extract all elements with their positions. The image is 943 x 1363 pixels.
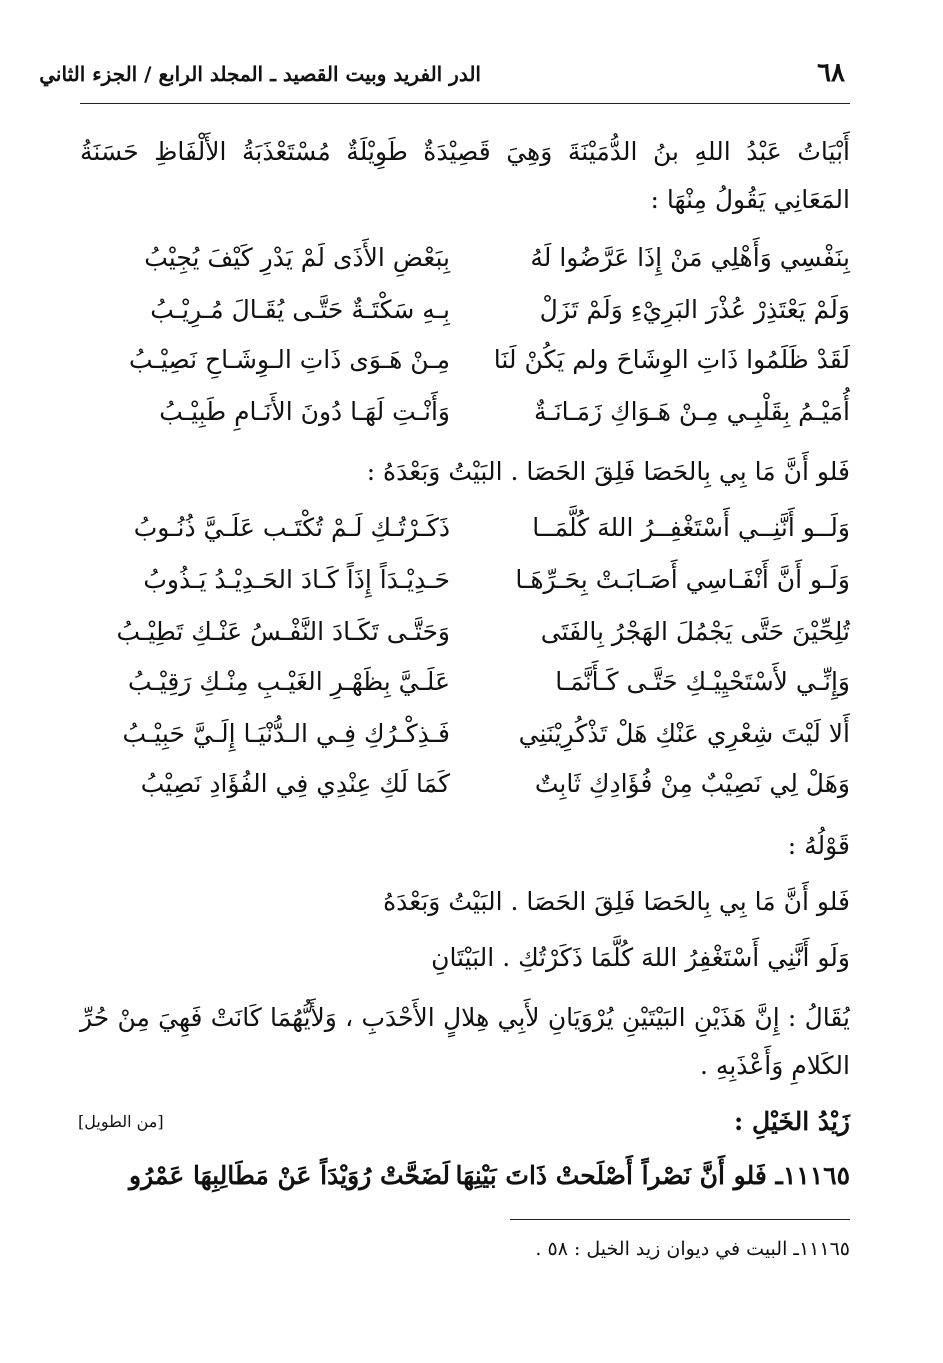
verse-b-3-left: وَحَتَّـى تَكَـادَ النَّفْـسُ عَنْـكِ تَطِيْـبُ xyxy=(116,617,450,646)
footnote: ١١١٦٥ـ البيت في ديوان زيد الخيل : ٥٨ . xyxy=(535,1238,850,1260)
verse-a-2-left: بِـهِ سَكْتَـةٌ حَتَّـى يُقَـالَ مُـرِيْـبُ xyxy=(150,295,450,324)
header-rule xyxy=(80,103,850,104)
numbered-verse-left: لَضَحَّتْ رُوَيْدَاً عَنْ مَطَالِبِهَا عَمْرُو xyxy=(129,1161,450,1190)
verse-b-3-right: تُلِحِّيْنَ حَتَّى يَجْمُلَ الهَجْرُ بِالفَتَى xyxy=(540,617,850,646)
verse-b-4-right: وَإِنِّـي لأَسْتَحْيِيْـكِ حَتَّـى كَـأَنَّمَـا xyxy=(555,667,850,696)
verse-b-6-left: كَمَا لَكِ عِنْدِي فِي الفُؤَادِ نَصِيْبُ xyxy=(140,769,450,798)
verse-b-5-right: أَلا لَيْتَ شِعْرِي عَنْكِ هَلْ تَذْكُرِيْنَنِي xyxy=(518,719,850,748)
verse-a-4-right: أُمَيْـمُ بِقَلْبِـي مِـنْ هَـوَاكِ زَمَـانَـةٌ xyxy=(533,397,850,426)
transition-line: فَلو أَنَّ مَا بِي بِالحَصَا فَلِقَ الحَصَا . البَيْتُ وَبَعْدَهُ : xyxy=(366,457,850,486)
meter-label: [من الطويل] xyxy=(78,1112,164,1131)
intro-paragraph: أَبْيَاتُ عَبْدُ اللهِ بنُ الدُّمَيْنَةَ وَهِيَ قَصِيْدَةٌ طَوِيْلَةٌ مُسْتَعْذَبَةُ الأَلْفَاظِ حَسَنَةُ المَعَانِي يَقُولُ مِنْهَا : xyxy=(80,137,850,214)
quote-line-2: وَلَو أَنَّنِي أَسْتَغْفِرُ اللهَ كُلَّمَا ذَكَرْتُكِ . البَيْتَانِ xyxy=(431,943,850,972)
verse-b-6-right: وَهَلْ لِي نَصِيْبٌ مِنْ فُؤَادِكِ ثَابِتٌ xyxy=(534,769,850,798)
verse-a-1-right: بِنَفْسِي وَأَهْلِي مَنْ إِذَا عَرَّضُوا لَهُ xyxy=(530,243,850,272)
poet-name: زَيْدُ الخَيْلِ : xyxy=(734,1107,850,1136)
numbered-verse-right: ١١١٦٥ـ فَلو أَنَّ نَصْراً أَصْلَحتْ ذَاتَ بَيْنِهَا xyxy=(455,1161,850,1190)
verse-b-2-left: حَـدِيْـدَاً إِذَاً كَـادَ الحَـدِيْـدُ يَـذُوبُ xyxy=(143,565,450,594)
verse-b-1-right: وَلَــو أَنَّنِــي أَسْتَغْفِــرُ اللهَ كُلَّمَــا xyxy=(532,513,850,542)
qawluhu-label: قَوْلُهُ : xyxy=(787,831,850,860)
page-number: ٦٨ xyxy=(817,58,845,88)
quote-line-1: فَلو أَنَّ مَا بِي بِالحَصَا فَلِقَ الحَصَا . البَيْتُ وَبَعْدَهُ xyxy=(383,887,850,916)
footnote-rule xyxy=(510,1219,850,1220)
verse-a-2-right: وَلَمْ يَعْتَذِرْ عُذْرَ البَرِيْءِ وَلَمْ تَزَلْ xyxy=(539,295,850,324)
yuqal-paragraph: يُقَالُ : إِنَّ هَذَيْنِ البَيْتَيْنِ يُرْوَيَانِ لأَبِي هِلالٍ الأَحْدَبِ ، وَلأَيُّهُمَا كَانَتْ فَهِيَ مِنْ حُرِّ الكَلامِ وَأَعْذَبِهِ . xyxy=(80,1003,850,1080)
running-header-title: الدر الفريد وبيت القصيد ـ المجلد الرابع / الجزء الثاني xyxy=(39,62,481,86)
verse-a-3-right: لَقَدْ ظَلَمُوا ذَاتِ الوِشَاحَ ولم يَكُنْ لَنَا xyxy=(493,345,850,374)
verse-b-2-right: وَلَـو أَنَّ أَنْفَـاسِي أَصَـابَـتْ بِحَـرِّهَـا xyxy=(515,565,850,594)
verse-b-5-left: فَـذِكْـرُكِ فِـي الـدُّنْيَـا إِلَـيَّ حَبِيْـبُ xyxy=(122,719,450,748)
verse-a-1-left: بِبَعْضِ الأَذَى لَمْ يَدْرِ كَيْفَ يُجِيْبُ xyxy=(144,243,450,272)
verse-a-3-left: مِـنْ هَـوَى ذَاتِ الـوِشَـاحِ نَصِيْـبُ xyxy=(128,345,450,374)
verse-b-1-left: ذَكَـرْتُـكِ لَـمْ تُكْتَـب عَلَـيَّ ذُنُـوبُ xyxy=(133,513,450,542)
verse-b-4-left: عَلَـيَّ بِظَهْـرِ الغَيْـبِ مِنْـكِ رَقِيْـبُ xyxy=(127,667,450,696)
verse-a-4-left: وَأَنْـتِ لَهَـا دُونَ الأَنَـامِ طَبِيْـبُ xyxy=(159,397,450,426)
